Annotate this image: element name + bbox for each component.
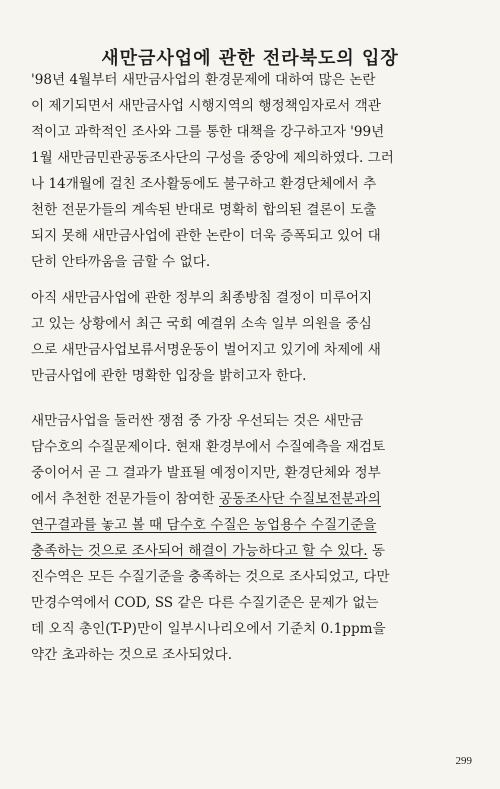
text-line: 진수역은 모든 수질기준을 충족하는 것으로 조사되었고, 다만 bbox=[31, 569, 390, 585]
text-line: 데 오직 총인(T-P)만이 일부시나리오에서 기준치 0.1ppm을 bbox=[31, 621, 386, 637]
text-line: 적이고 과학적인 조사와 그를 통한 대책을 강구하고자 '99년 bbox=[31, 124, 385, 140]
underlined-text: 공동조사단 수질보전분과의 bbox=[219, 491, 381, 507]
text-line: 되지 못해 새만금사업에 관한 논란이 더욱 증폭되고 있어 대 bbox=[31, 228, 381, 244]
paragraph-2 bbox=[31, 285, 476, 389]
text-line: 단히 안타까움을 금할 수 없다. bbox=[31, 254, 211, 270]
text-line bbox=[31, 538, 476, 564]
page-number: 299 bbox=[455, 755, 472, 767]
paragraph-3 bbox=[31, 408, 476, 668]
text-segment: 동 bbox=[367, 543, 386, 559]
text-line: 만경수역에서 COD, SS 같은 다른 수질기준은 문제가 없는 bbox=[31, 595, 379, 611]
text-line: 담수호의 수질문제이다. 현재 환경부에서 수질예측을 재검토 bbox=[31, 439, 386, 455]
text-line: 으로 새만금사업보류서명운동이 벌어지고 있기에 차제에 새 bbox=[31, 342, 381, 358]
text-line: 중이어서 곧 그 결과가 발표될 예정이지만, 환경단체와 정부 bbox=[31, 465, 381, 481]
text-line: 아직 새만금사업에 관한 정부의 최종방침 결정이 미루어지 bbox=[31, 290, 373, 306]
text-line: 천한 전문가들의 계속된 반대로 명확히 합의된 결론이 도출 bbox=[31, 202, 377, 218]
text-line: '98년 4월부터 새만금사업의 환경문제에 대하여 많은 논란 bbox=[31, 72, 376, 88]
underlined-text-line: 연구결과를 놓고 볼 때 담수호 수질은 농업용수 수질기준을 bbox=[31, 517, 377, 533]
text-line: 1월 새만금민관공동조사단의 구성을 중앙에 제의하였다. 그러 bbox=[31, 150, 394, 166]
text-line: 약간 초과하는 것으로 조사되었다. bbox=[31, 647, 233, 663]
text-line: 만금사업에 관한 명확한 입장을 밝히고자 한다. bbox=[31, 368, 307, 384]
text-line: 고 있는 상황에서 최근 국회 예결위 소속 일부 의원을 중심 bbox=[31, 316, 372, 332]
text-line: 새만금사업을 둘러싼 쟁점 중 가장 우선되는 것은 새만금 bbox=[31, 413, 364, 429]
text-line: 나 14개월에 걸친 조사활동에도 불구하고 환경단체에서 추 bbox=[31, 176, 377, 192]
underlined-text: 충족하는 것으로 조사되어 해결이 가능하다고 할 수 있다. bbox=[31, 543, 368, 559]
text-line: 이 제기되면서 새만금사업 시행지역의 행정책임자로서 객관 bbox=[31, 98, 381, 114]
text-line bbox=[31, 486, 476, 512]
paragraph-1 bbox=[31, 67, 476, 275]
text-segment: 에서 추천한 전문가들이 참여한 bbox=[31, 491, 219, 507]
page-title: 새만금사업에 관한 전라북도의 입장 bbox=[101, 48, 399, 70]
